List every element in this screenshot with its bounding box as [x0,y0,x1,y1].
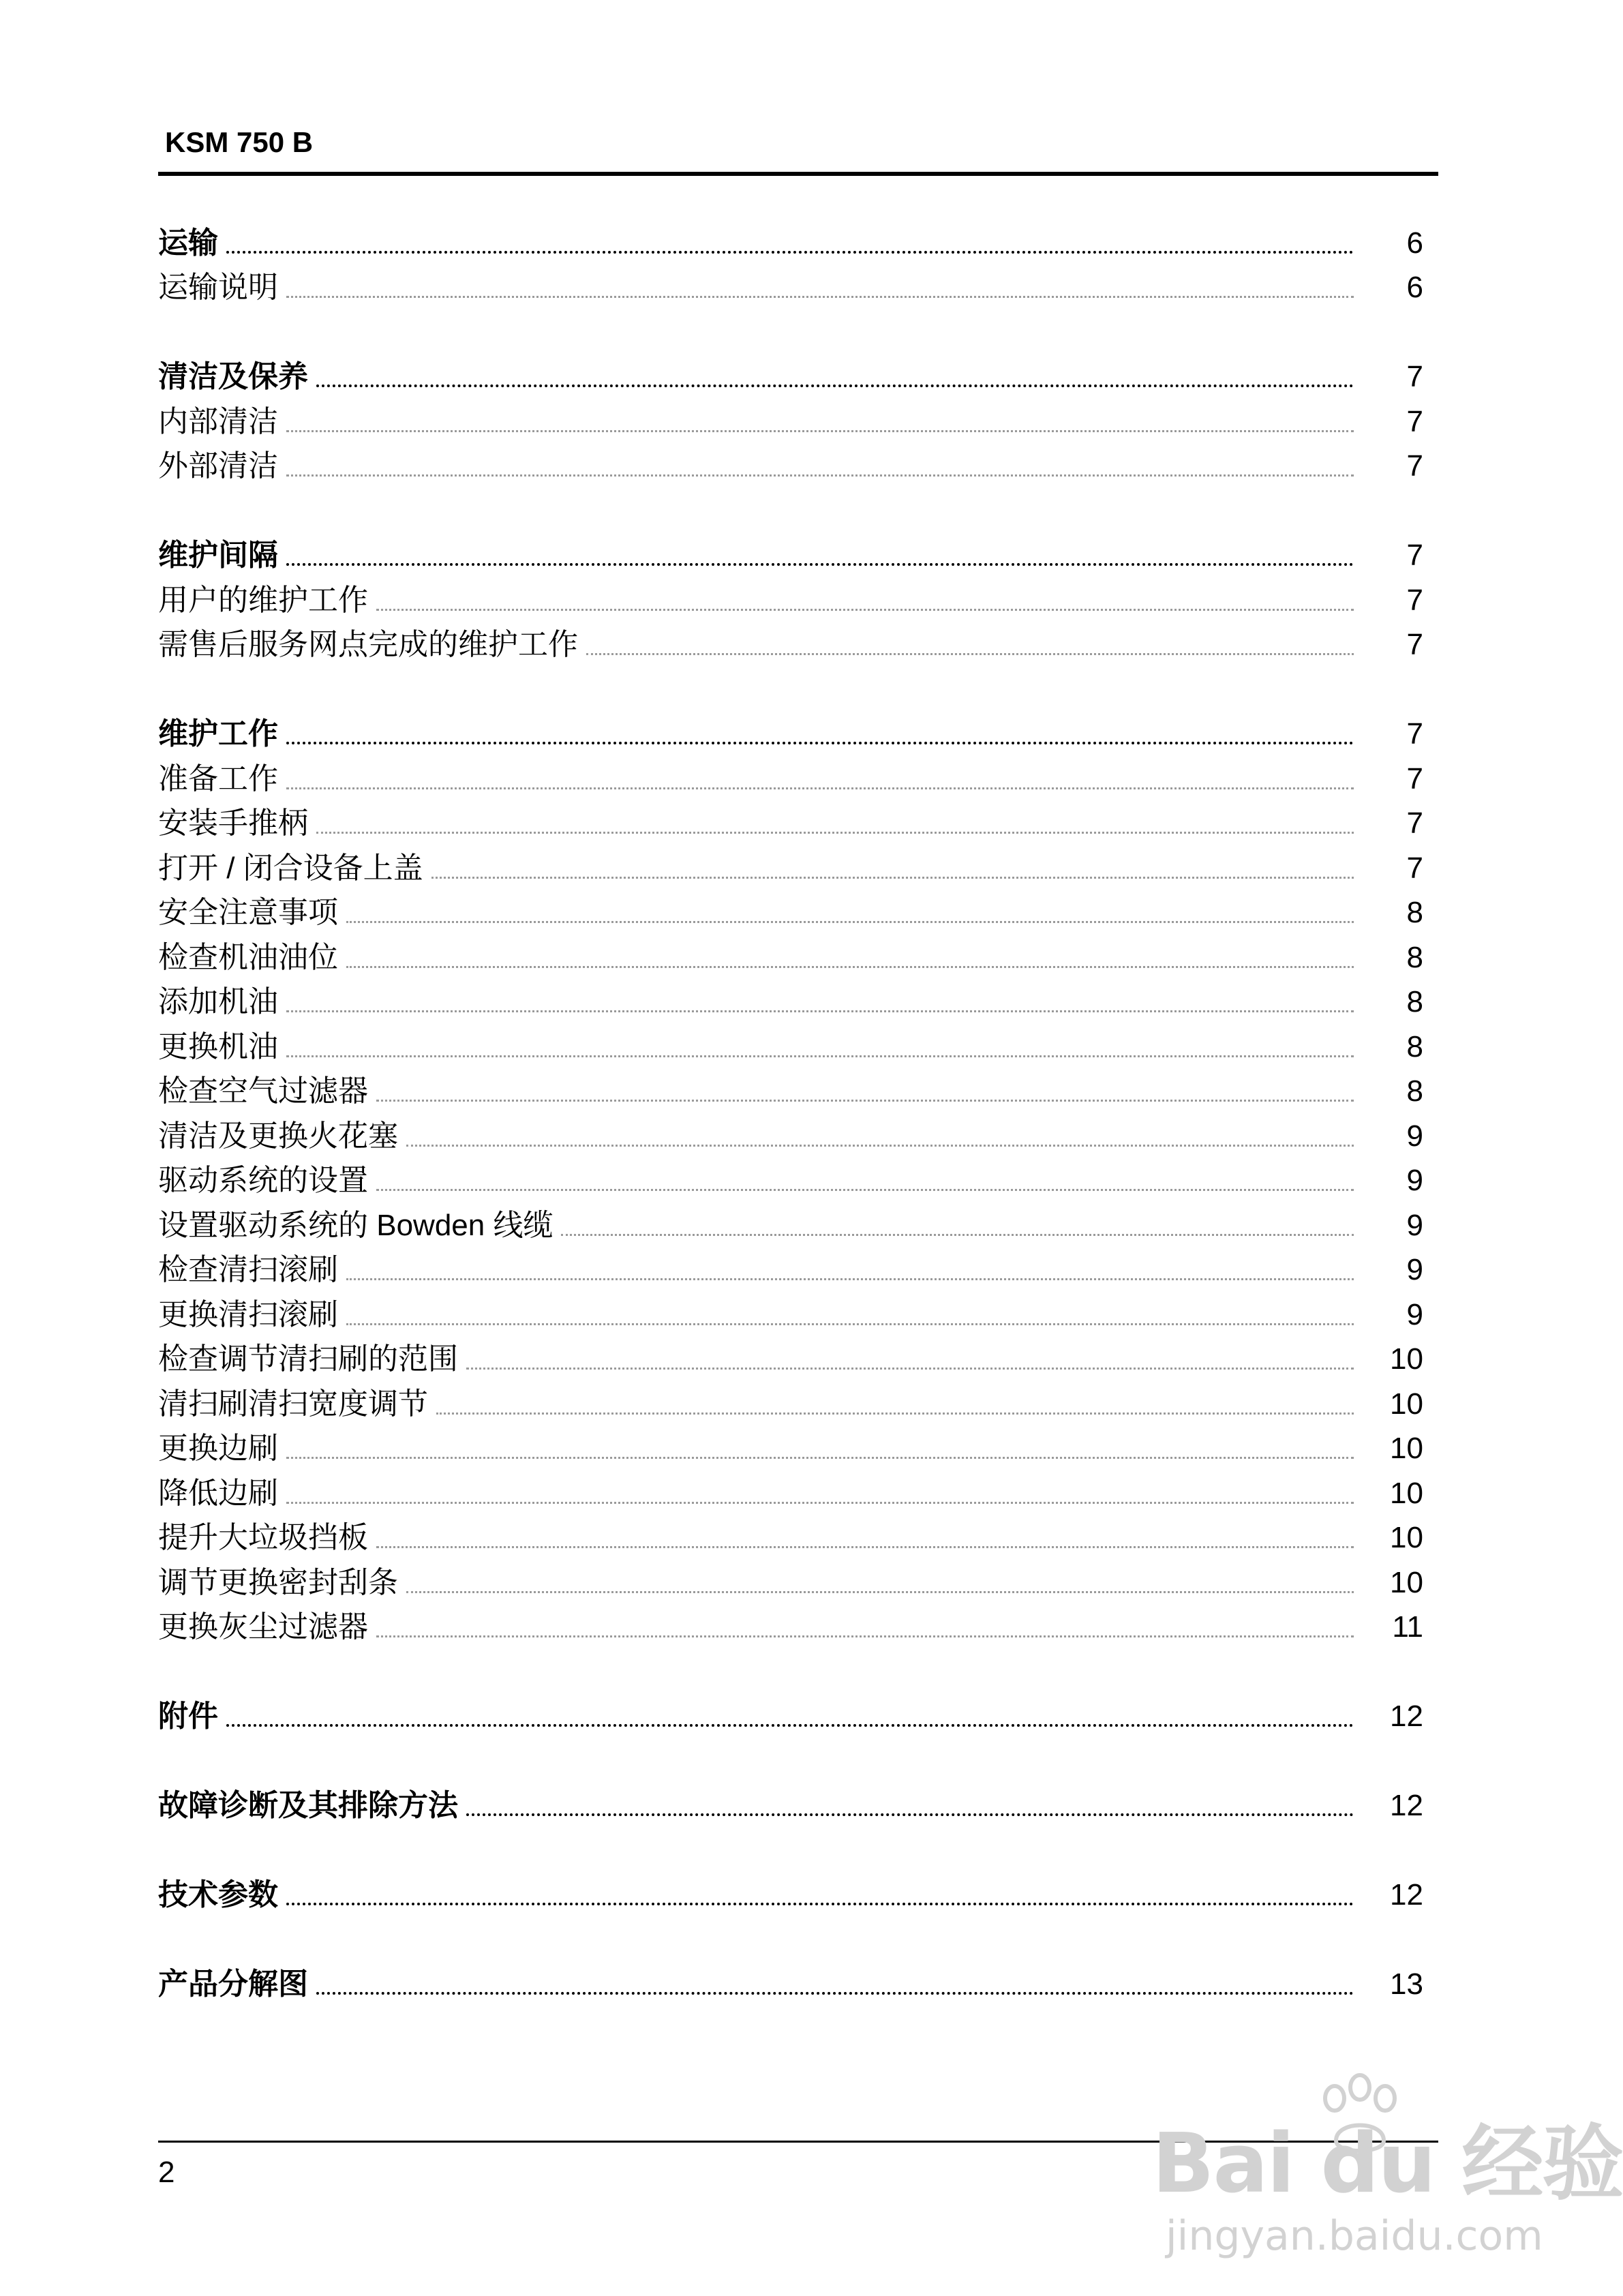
dot-leader [286,296,1354,298]
toc-entry [158,842,1423,887]
dot-leader [436,1413,1354,1415]
dot-leader [376,609,1354,611]
toc-entry-page: 10 [1390,1342,1423,1376]
dot-leader [286,1502,1354,1504]
toc-entry-title: 运输说明 [158,271,278,304]
toc-entry [158,708,1423,753]
toc-entry [158,753,1423,798]
toc-entry-page: 11 [1392,1610,1423,1644]
dot-leader [586,653,1354,655]
toc-entry-title: 技术参数 [158,1878,278,1912]
toc-entry-page: 10 [1390,1521,1423,1554]
toc-entry-title: 更换边刷 [158,1432,278,1465]
toc-entry [158,887,1423,932]
toc-entry [158,619,1423,664]
toc-entry-page: 7 [1406,583,1423,617]
toc-entry-page: 7 [1406,717,1423,751]
toc-entry-page: 10 [1390,1432,1423,1465]
toc-entry-page: 8 [1406,985,1423,1018]
toc-entry-page: 12 [1390,1700,1423,1733]
page-number: 2 [158,2156,175,2189]
toc-entry-title: 维护间隔 [158,539,278,572]
toc-entry [158,1155,1423,1200]
dot-leader [286,474,1354,477]
dot-leader [406,1591,1354,1593]
toc-entry [158,798,1423,843]
dot-leader [286,430,1354,432]
toc-entry [158,1601,1423,1646]
toc-entry-title: 提升大垃圾挡板 [158,1521,368,1554]
dot-leader [376,1100,1354,1102]
toc-entry-title: 更换灰尘过滤器 [158,1610,368,1644]
toc-entry [158,1691,1423,1736]
dot-leader [466,1368,1354,1370]
toc-entry-title: 打开 / 闭合设备上盖 [158,851,423,885]
table-of-contents [158,217,1423,2003]
toc-entry [158,1780,1423,1825]
toc-entry-page: 7 [1406,449,1423,483]
dot-leader [286,787,1354,789]
watermark-url: jingyan.baidu.com [1166,2212,1543,2260]
dot-leader [286,1055,1354,1057]
toc-entry-title: 外部清洁 [158,449,278,483]
toc-entry-page: 6 [1406,226,1423,260]
toc-entry-title: 维护工作 [158,717,278,751]
toc-entry-page: 7 [1406,539,1423,572]
dot-leader [226,1724,1354,1727]
toc-entry-title: 设置驱动系统的 Bowden 线缆 [158,1208,553,1242]
toc-entry [158,351,1423,396]
toc-entry-page: 8 [1406,1029,1423,1063]
toc-entry-title: 清洁及更换火花塞 [158,1119,398,1153]
dot-leader [316,1992,1354,1995]
dot-leader [286,563,1354,566]
toc-entry [158,1869,1423,1914]
dot-leader [376,1635,1354,1637]
toc-entry [158,1333,1423,1378]
toc-entry [158,440,1423,485]
toc-entry-title: 更换清扫滚刷 [158,1297,338,1331]
toc-entry [158,1423,1423,1468]
toc-entry-page: 12 [1390,1878,1423,1912]
toc-entry-title: 调节更换密封刮条 [158,1565,398,1599]
toc-entry [158,530,1423,575]
toc-entry-page: 9 [1406,1297,1423,1331]
toc-entry [158,395,1423,440]
toc-entry-title: 附件 [158,1700,218,1733]
toc-entry-page: 13 [1390,1967,1423,2001]
toc-entry-title: 添加机油 [158,985,278,1018]
dot-leader [466,1813,1354,1816]
toc-entry [158,1199,1423,1244]
dot-leader [431,877,1354,879]
toc-entry [158,1556,1423,1601]
toc-entry-page: 9 [1406,1164,1423,1197]
toc-entry-page: 8 [1406,896,1423,929]
dot-leader [376,1546,1354,1548]
toc-entry-page: 7 [1406,806,1423,840]
footer-divider [158,2141,1438,2143]
toc-entry [158,1959,1423,2004]
toc-entry-title: 更换机油 [158,1029,278,1063]
toc-entry-title: 清扫刷清扫宽度调节 [158,1387,428,1421]
toc-entry [158,574,1423,619]
toc-entry-title: 产品分解图 [158,1967,308,2001]
toc-entry [158,1378,1423,1423]
toc-entry-page: 6 [1406,271,1423,304]
dot-leader [286,1903,1354,1905]
toc-entry-page: 7 [1406,628,1423,661]
paw-icon [1309,2072,1411,2161]
toc-entry-page: 7 [1406,851,1423,885]
toc-entry [158,217,1423,262]
document-title: KSM 750 B [165,126,314,158]
toc-entry-title: 内部清洁 [158,404,278,438]
toc-entry [158,1110,1423,1155]
toc-entry-page: 7 [1406,360,1423,393]
toc-entry-page: 10 [1390,1565,1423,1599]
dot-leader [406,1145,1354,1147]
dot-leader [286,1457,1354,1459]
dot-leader [346,1323,1354,1325]
toc-entry-title: 降低边刷 [158,1476,278,1510]
dot-leader [316,384,1354,387]
watermark-brand: Bai du 经验 [1152,2117,1623,2211]
toc-entry-title: 准备工作 [158,761,278,796]
toc-entry-title: 故障诊断及其排除方法 [158,1789,458,1822]
toc-entry-title: 清洁及保养 [158,360,308,393]
toc-entry-title: 安装手推柄 [158,806,308,840]
dot-leader [376,1189,1354,1191]
toc-entry-title: 用户的维护工作 [158,583,368,617]
toc-entry-page: 8 [1406,1074,1423,1108]
toc-entry [158,976,1423,1021]
toc-entry-page: 8 [1406,940,1423,974]
header-divider [158,172,1438,176]
toc-entry [158,1066,1423,1111]
toc-entry-title: 检查调节清扫刷的范围 [158,1342,458,1376]
dot-leader [346,921,1354,923]
toc-entry-page: 9 [1406,1119,1423,1153]
toc-entry-title: 驱动系统的设置 [158,1164,368,1197]
dot-leader [346,966,1354,968]
dot-leader [316,832,1354,834]
dot-leader [286,1010,1354,1012]
toc-entry-page: 7 [1406,761,1423,796]
toc-entry-page: 9 [1406,1253,1423,1286]
toc-entry-title: 运输 [158,226,218,260]
dot-leader [561,1234,1354,1236]
toc-entry-page: 7 [1406,404,1423,438]
dot-leader [286,742,1354,744]
toc-entry-title: 检查清扫滚刷 [158,1253,338,1286]
toc-entry [158,931,1423,976]
toc-entry [158,1288,1423,1333]
toc-entry [158,1467,1423,1512]
toc-entry-title: 检查机油油位 [158,940,338,974]
toc-entry-page: 9 [1406,1208,1423,1242]
toc-entry-page: 12 [1390,1789,1423,1822]
dot-leader [226,251,1354,254]
toc-entry [158,1512,1423,1557]
toc-entry-title: 安全注意事项 [158,896,338,929]
dot-leader [346,1278,1354,1280]
toc-entry [158,262,1423,307]
baidu-watermark [1152,2072,1623,2277]
toc-entry [158,1244,1423,1289]
toc-entry [158,1021,1423,1066]
toc-entry-title: 需售后服务网点完成的维护工作 [158,628,578,661]
toc-entry-title: 检查空气过滤器 [158,1074,368,1108]
toc-entry-page: 10 [1390,1387,1423,1421]
toc-entry-page: 10 [1390,1476,1423,1510]
